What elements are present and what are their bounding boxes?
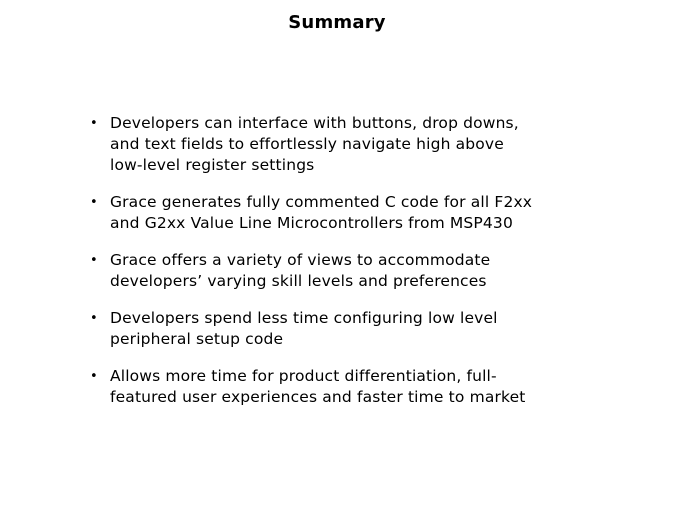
bullet-text-line: developers’ varying skill levels and preferences [110,272,487,290]
bullet-dot-icon: • [90,369,98,384]
bullet-item-1 [90,113,590,176]
bullet-item-2 [90,192,590,234]
bullet-text-line: peripheral setup code [110,330,284,348]
bullet-text-line: Developers spend less time configuring low level [110,309,498,327]
bullet-text-line: and text fields to effortlessly navigate high above [110,135,504,153]
bullet-dot-icon: • [90,311,98,326]
bullet-dot-icon: • [90,116,98,131]
summary-bullet-list [90,113,590,424]
bullet-text-line: Grace generates fully commented C code for all F2xx [110,193,533,211]
bullet-text-line: Developers can interface with buttons, drop downs, [110,114,519,132]
page-title: Summary [288,12,386,33]
bullet-text-line: featured user experiences and faster time to market [110,388,526,406]
bullet-text-line: Grace offers a variety of views to accommodate [110,251,491,269]
bullet-text-line: Allows more time for product differentiation, full- [110,367,497,385]
bullet-item-3 [90,250,590,292]
bullet-item-5 [90,366,590,408]
bullet-item-4 [90,308,590,350]
bullet-text-line: and G2xx Value Line Microcontrollers from MSP430 [110,214,513,232]
bullet-dot-icon: • [90,195,98,210]
bullet-dot-icon: • [90,253,98,268]
bullet-text-line: low-level register settings [110,156,315,174]
